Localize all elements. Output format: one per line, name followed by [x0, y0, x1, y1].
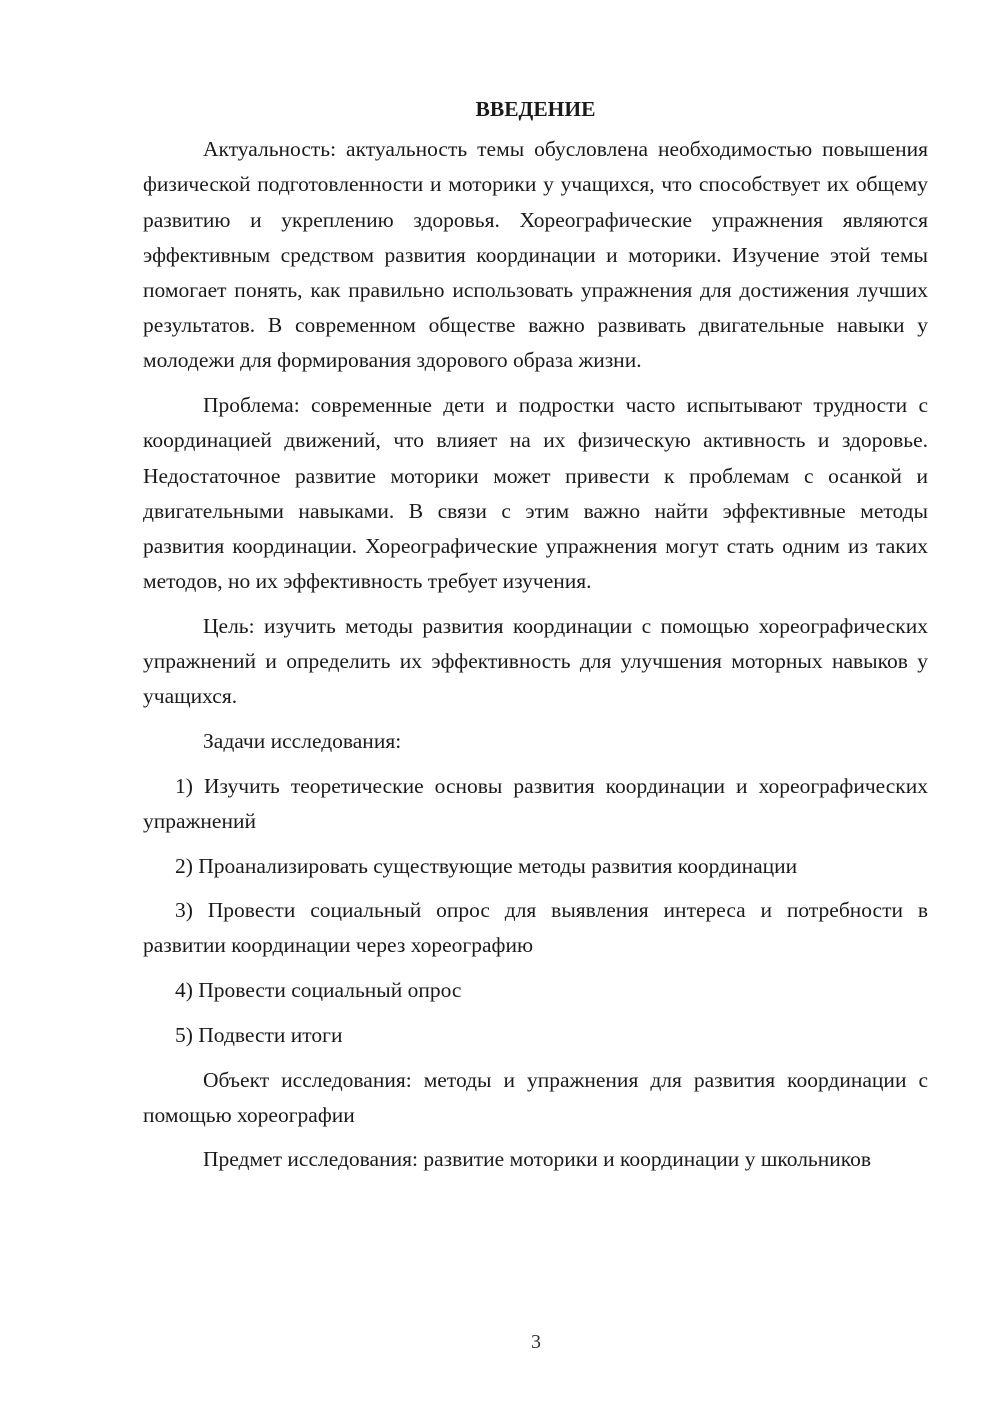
paragraph-goal: Цель: изучить методы развития координации с помощью хореографических упражнений и определить их эффективность для улучшения моторных навыков у учащихся.	[143, 613, 928, 709]
task-item: 3) Провести социальный опрос для выявления интереса и потребности в развитии координации через хореографию	[143, 898, 928, 958]
task-item: 4) Провести социальный опрос	[175, 978, 462, 1003]
task-item: 1) Изучить теоретические основы развития координации и хореографических упражнений	[143, 773, 928, 833]
paragraph-relevance: Актуальность: актуальность темы обусловлена необходимостью повышения физической подготовленности и моторики у учащихся, что способствует их общему развитию и укреплению здоровья. Хореографические упражнения являются эффективным средством развития координации и моторики. Изучение этой темы помогает понять, как правильно использовать упражнения для достижения лучших результатов. В современном обществе важно развивать двигательные навыки у молодежи для формирования здорового образа жизни.	[143, 137, 928, 373]
research-subject: Предмет исследования: развитие моторики и координации у школьников	[203, 1147, 871, 1172]
page-number: 3	[531, 1331, 541, 1353]
task-item: 2) Проанализировать существующие методы развития координации	[175, 853, 798, 878]
paragraph-problem: Проблема: современные дети и подростки часто испытывают трудности с координацией движений, что влияет на их физическую активность и здоровье. Недостаточное развитие моторики может привести к проблемам с осанкой и двигательными навыками. В связи с этим важно найти эффективные методы развития координации. Хореографические упражнения могут стать одним из таких методов, но их эффективность требует изучения.	[143, 393, 928, 594]
task-item: 5) Подвести итоги	[175, 1022, 343, 1047]
document-page	[143, 92, 928, 1187]
tasks-label: Задачи исследования:	[203, 728, 402, 753]
research-object: Объект исследования: методы и упражнения для развития координации с помощью хореографии	[143, 1067, 928, 1127]
page-title: ВВЕДЕНИЕ	[475, 97, 596, 121]
